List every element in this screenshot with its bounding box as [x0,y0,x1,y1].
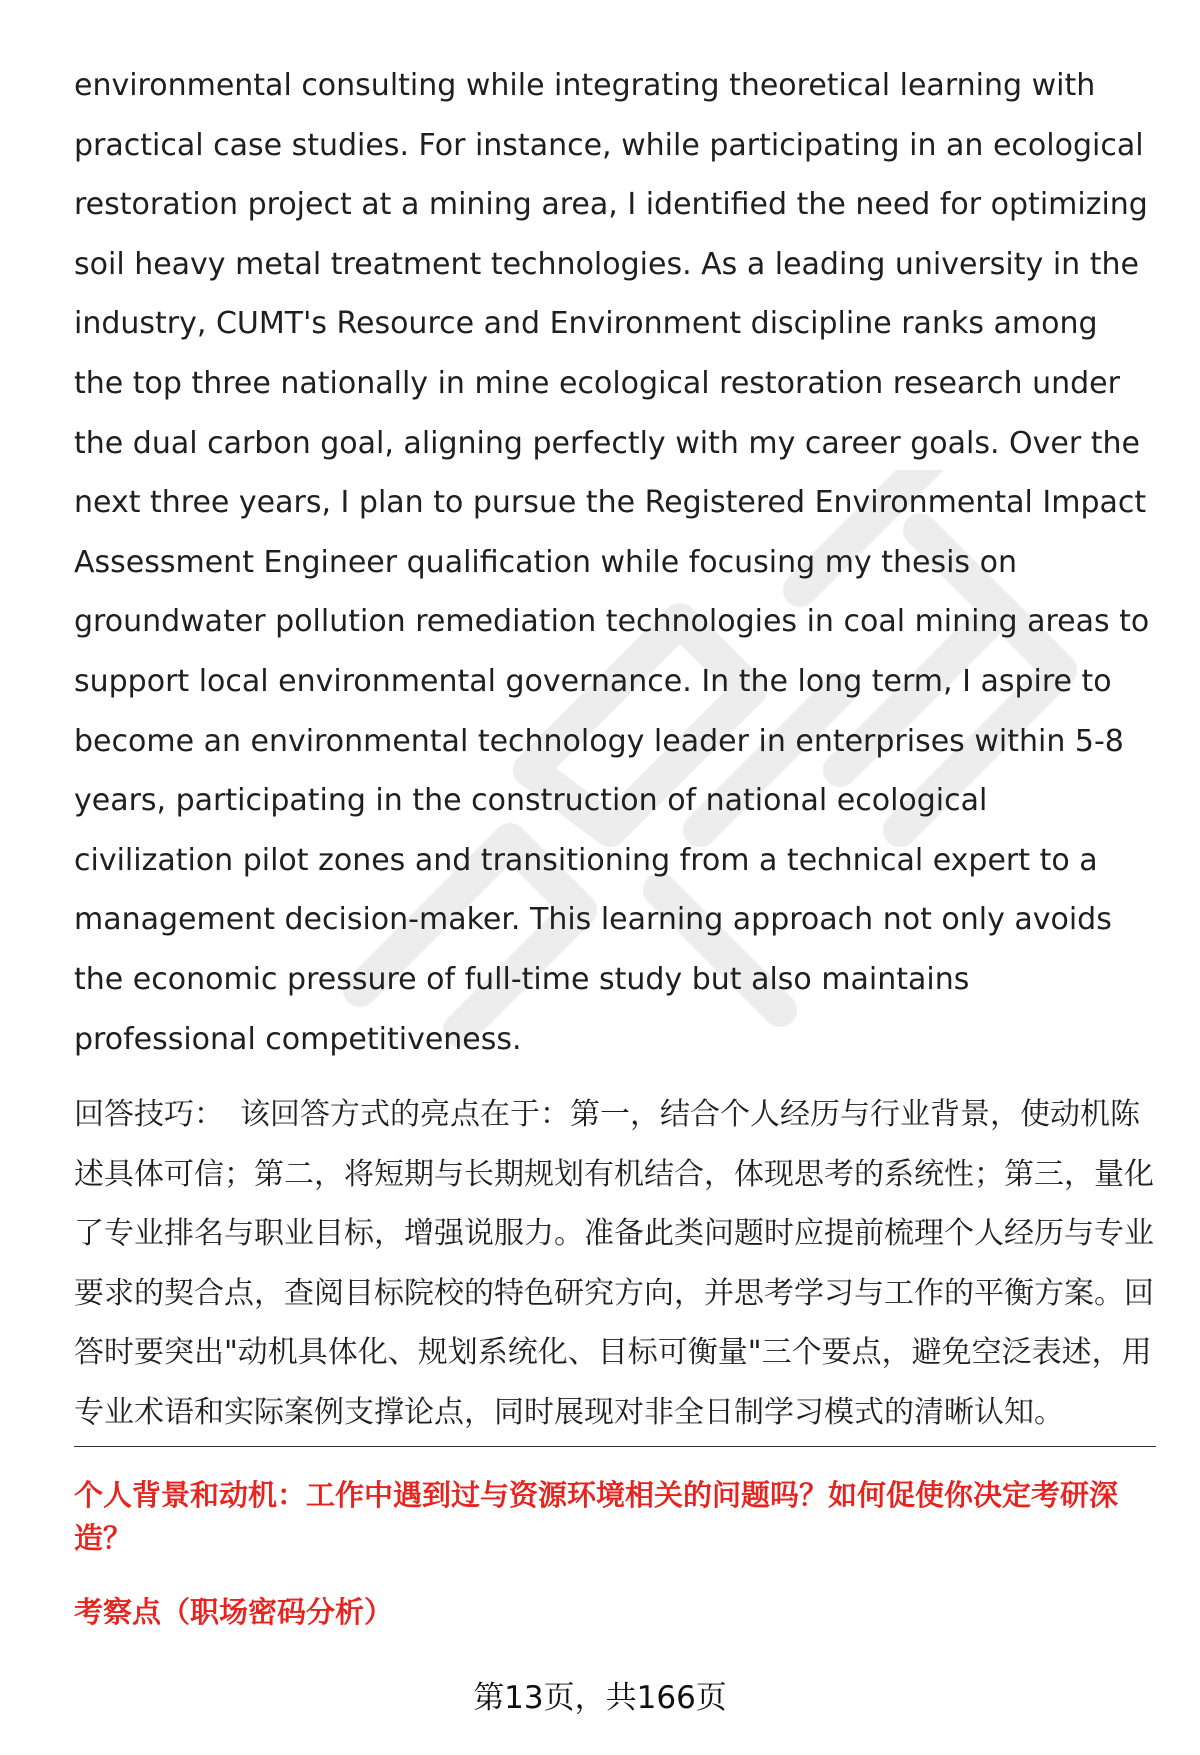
main-content [74,56,1154,1443]
tips-label: 回答技巧： [74,1097,224,1133]
exam-point-heading: 考察点（职场密码分析） [74,1595,394,1629]
answer-paragraph: environmental consulting while integrating theoretical learning with practical case studies. For instance, while participating in an ecological restoration project at a mining area, I identified the need for optimizing soil heavy metal treatment technologies. As a leading university in the industry, CUMT's Resource and Environment discipline ranks among the top three nationally in mine ecological restoration research under the dual carbon goal, aligning perfectly with my career goals. Over the next three years, I plan to pursue the Registered Environmental Impact Assessment Engineer qualification while focusing my thesis on groundwater pollution remediation technologies in coal mining areas to support local environmental governance. In the long term, I aspire to become an environmental technology leader in enterprises within 5-8 years, participating in the construction of national ecological civilization pilot zones and transitioning from a technical expert to a management decision-maker. This learning approach not only avoids the economic pressure of full-time study but also maintains professional competitiveness. [74,68,1150,1057]
question-heading: 个人背景和动机：工作中遇到过与资源环境相关的问题吗？如何促使你决定考研深造？ [74,1478,1119,1555]
section-divider [74,1446,1156,1447]
page-number: 第13页，共166页 [473,1680,727,1716]
answer-tips [74,1085,1154,1443]
tips-text: 该回答方式的亮点在于：第一，结合个人经历与行业背景，使动机陈述具体可信；第二，将短期与长期规划有机结合，体现思考的系统性；第三，量化了专业排名与职业目标，增强说服力。准备此类问题时应提前梳理个人经历与专业要求的契合点，查阅目标院校的特色研究方向，并思考学习与工作的平衡方案。回答时要突出"动机具体化、规划系统化、目标可衡量"三个要点，避免空泛表述，用专业术语和实际案例支撑论点，同时展现对非全日制学习模式的清晰认知。 [74,1097,1154,1431]
